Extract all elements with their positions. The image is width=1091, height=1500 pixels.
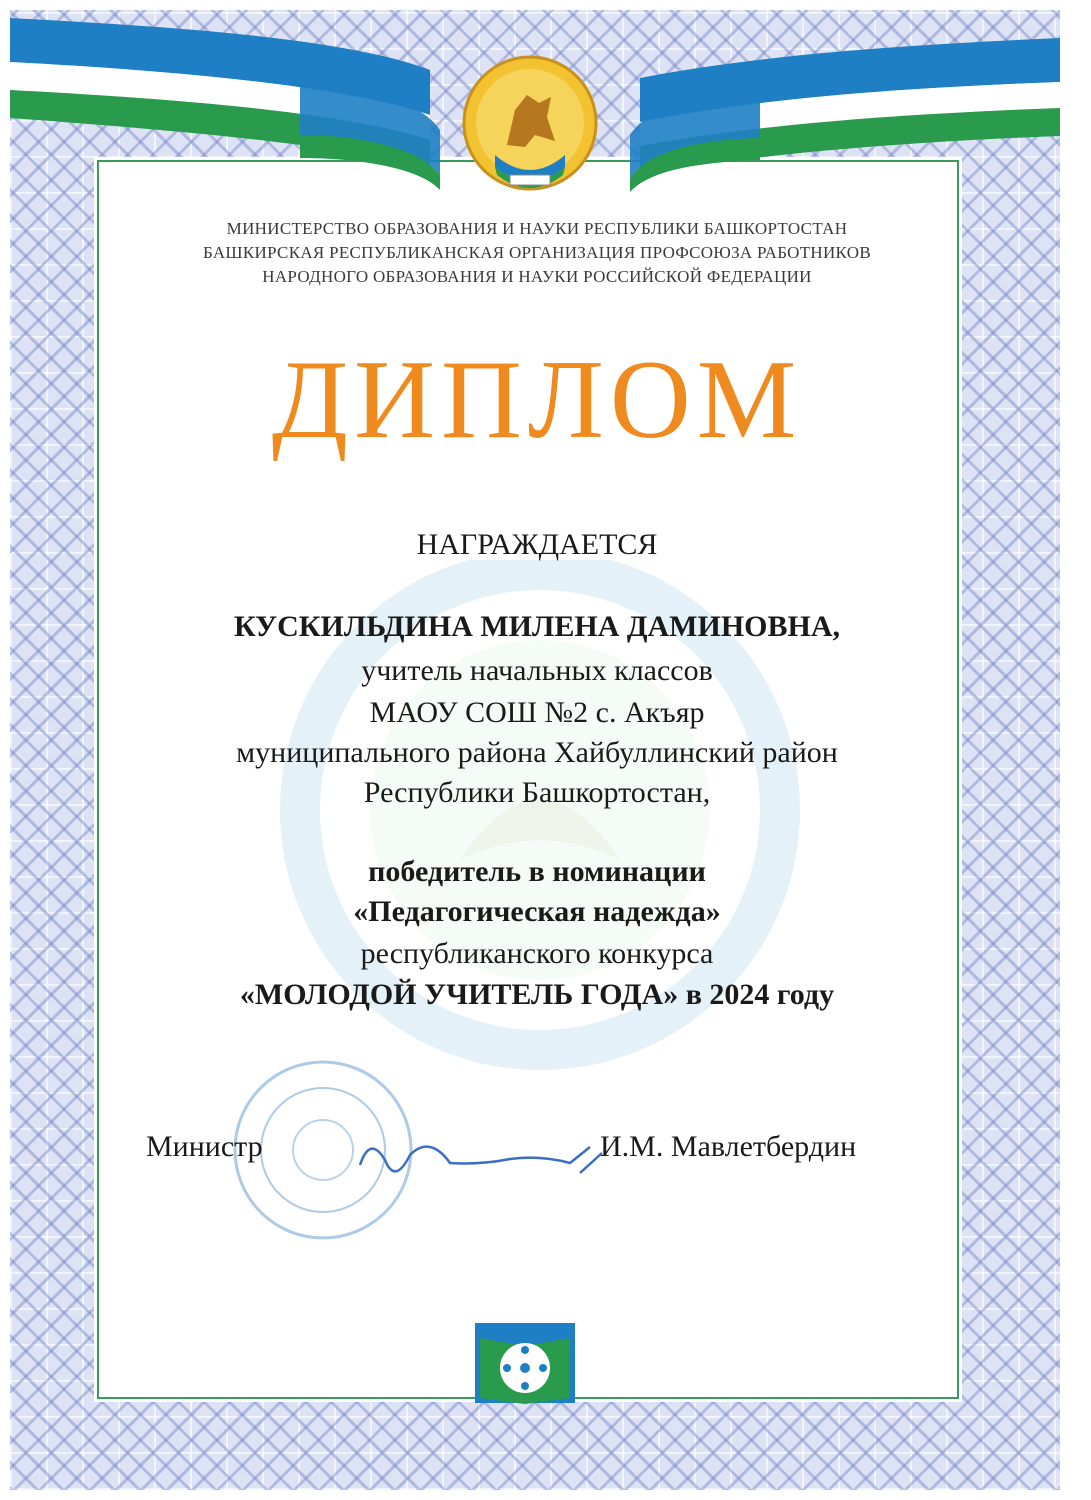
recipient-school: МАОУ СОШ №2 с. Акъяр — [369, 696, 705, 729]
org-line-3: НАРОДНОГО ОБРАЗОВАНИЯ И НАУКИ РОССИЙСКОЙ ФЕДЕРАЦИИ — [262, 267, 812, 286]
signatory-name: И.М. Мавлетбердин — [600, 1130, 857, 1163]
achievement-label: победитель в номинации — [368, 855, 706, 888]
contest-name: «МОЛОДОЙ УЧИТЕЛЬ ГОДА» в 2024 году — [239, 978, 835, 1011]
recipient-district: муниципального района Хайбуллинский район — [236, 736, 838, 769]
recipient-republic: Республики Башкортостан, — [363, 776, 711, 809]
nomination-name: «Педагогическая надежда» — [353, 895, 721, 928]
handwritten-signature — [340, 1125, 610, 1195]
diploma-title: ДИПЛОМ — [271, 338, 803, 462]
bashkortostan-coat-of-arms-icon — [455, 55, 605, 195]
org-line-2: БАШКИРСКАЯ РЕСПУБЛИКАНСКАЯ ОРГАНИЗАЦИЯ ПРОФСОЮЗА РАБОТНИКОВ — [203, 243, 871, 262]
org-line-1: МИНИСТЕРСТВО ОБРАЗОВАНИЯ И НАУКИ РЕСПУБЛИКИ БАШКОРТОСТАН — [226, 219, 848, 238]
union-book-logo-icon — [470, 1318, 580, 1408]
organization-header — [97, 217, 977, 289]
signatory-role: Министр — [146, 1130, 263, 1163]
awarded-label: НАГРАЖДАЕТСЯ — [416, 528, 658, 561]
contest-type: республиканского конкурса — [360, 937, 714, 970]
recipient-position: учитель начальных классов — [361, 654, 713, 687]
recipient-name: КУСКИЛЬДИНА МИЛЕНА ДАМИНОВНА, — [233, 610, 841, 643]
